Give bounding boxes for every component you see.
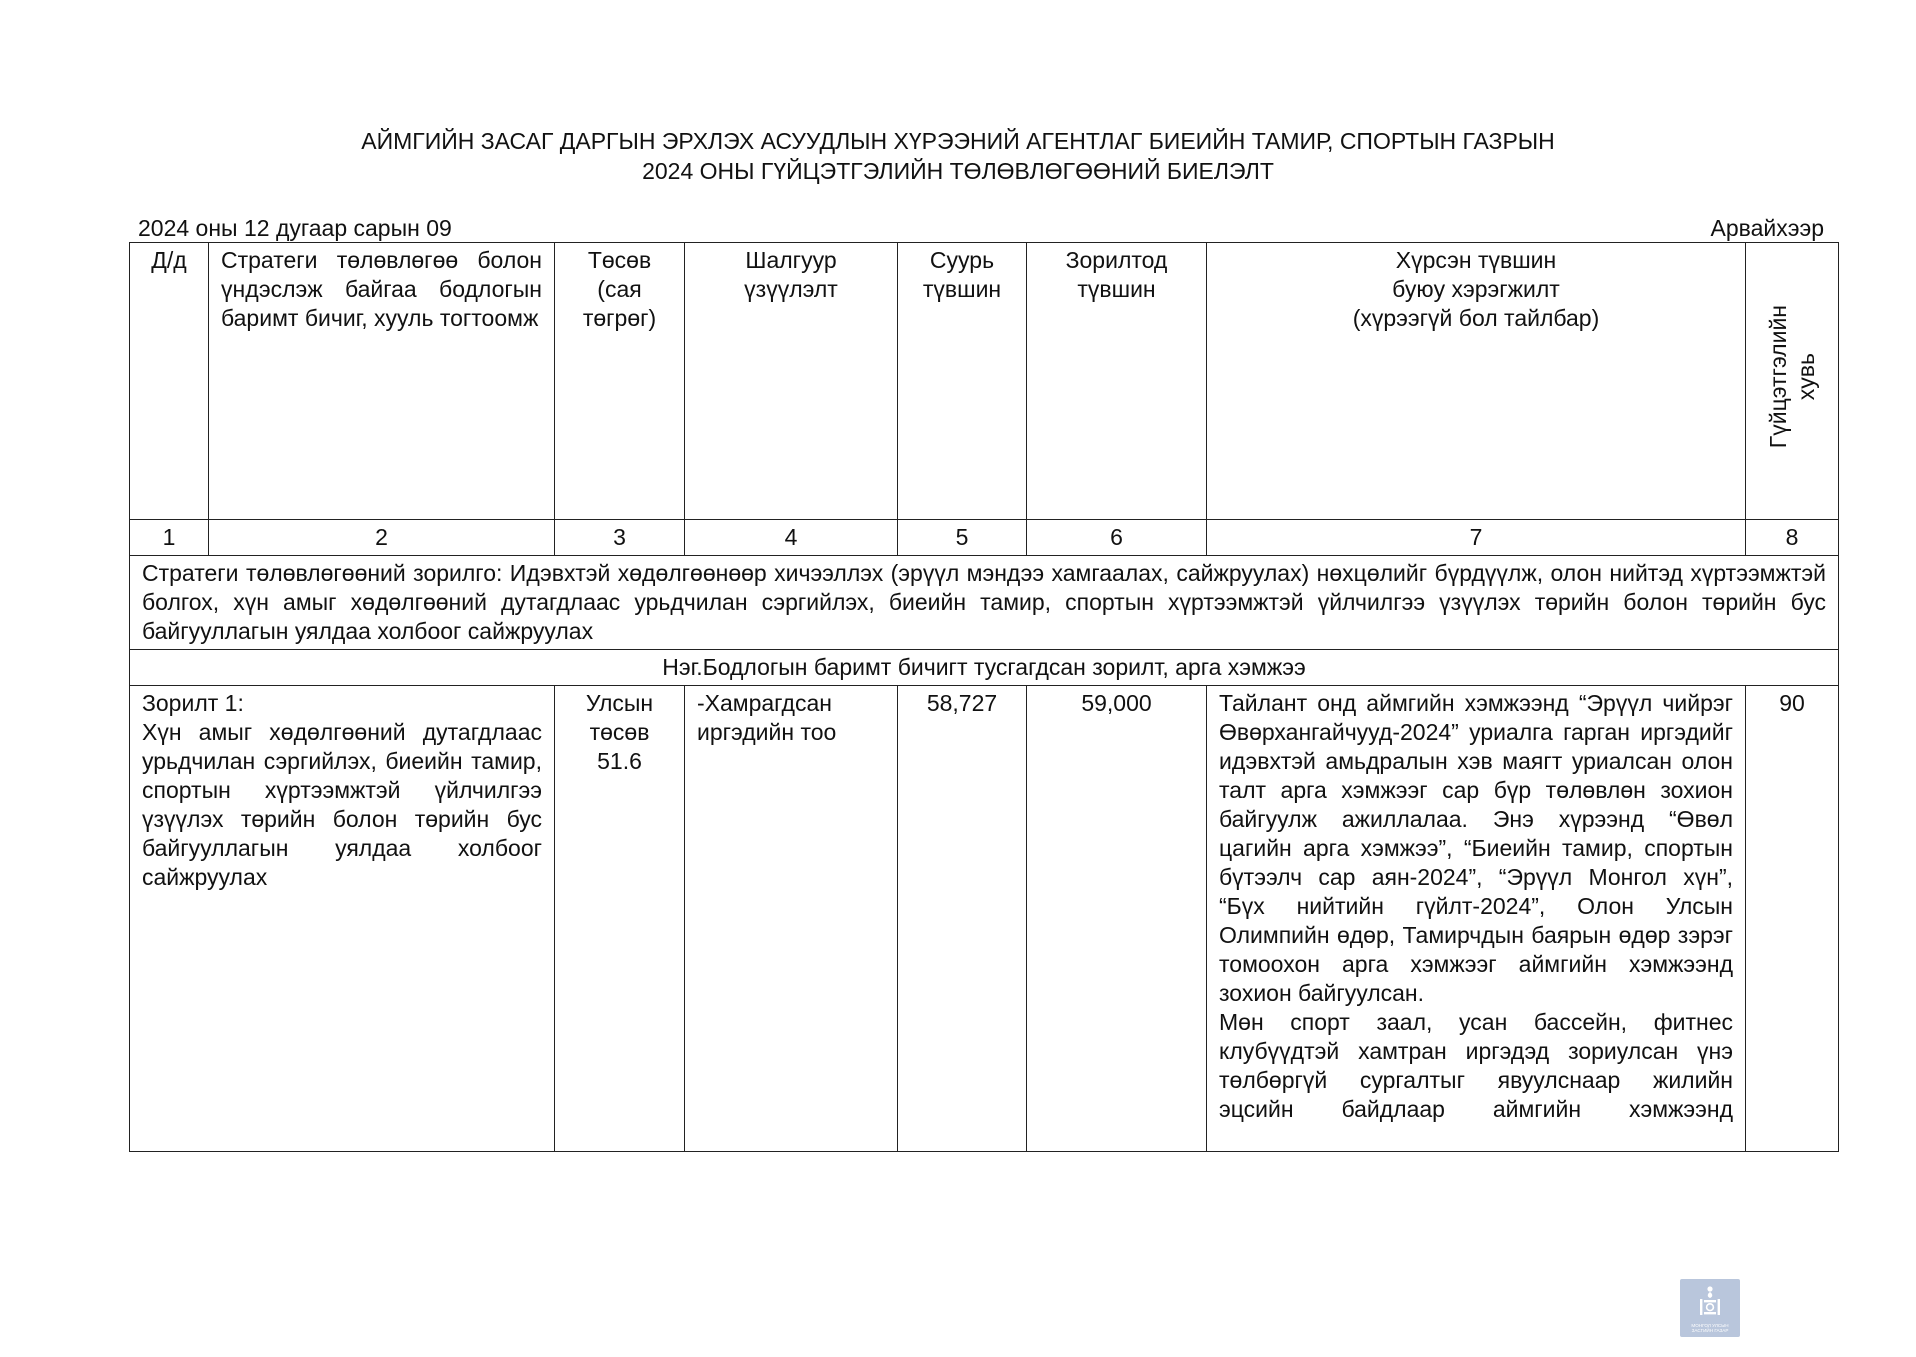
emblem-caption: МОНГОЛ УЛСЫН ЗАСГИЙН ГАЗАР xyxy=(1691,1323,1729,1333)
achievement-cell xyxy=(1207,686,1746,1152)
header-row-number: Д/д xyxy=(130,243,209,520)
column-number: 3 xyxy=(555,520,685,556)
objective-text: Хүн амыг хөдөлгөөний дутагдлаас урьдчилан сэргийлэх, биеийн тамир, спортын хүртээмжтэй үйлчилгээ үзүүлэх төрийн болон төрийн бус байгууллагын уялдаа холбоог сайжруулах xyxy=(142,719,542,890)
document-title-line-1: АЙМГИЙН ЗАСАГ ДАРГЫН ЭРХЛЭХ АСУУДЛЫН ХҮРЭЭНИЙ АГЕНТЛАГ БИЕИЙН ТАМИР, СПОРТЫН ГАЗРЫН xyxy=(361,128,1555,154)
column-number: 6 xyxy=(1027,520,1207,556)
objective-cell xyxy=(130,686,555,1152)
header-strategy-plan: Стратеги төлөвлөгөө болон үндэслэж байгаа бодлогын баримт бичиг, хууль тогтоомж xyxy=(209,243,555,520)
column-number: 7 xyxy=(1207,520,1746,556)
header-performance-percent-cell xyxy=(1746,243,1839,520)
target-cell: 59,000 xyxy=(1027,686,1207,1152)
indicator-cell: -Хамрагдсан иргэдийн тоо xyxy=(685,686,898,1152)
performance-percent-cell: 90 xyxy=(1746,686,1839,1152)
document-title xyxy=(0,126,1916,186)
header-target: Зорилтод түвшин xyxy=(1027,243,1207,520)
column-number-row xyxy=(130,520,1839,556)
column-number: 1 xyxy=(130,520,209,556)
header-budget: Төсөв (сая төгрөг) xyxy=(555,243,685,520)
achievement-paragraph-2: Мөн спорт заал, усан бассейн, фитнес клубүүдтэй хамтран иргэдэд зориулсан үнэ төлбөргүй сургалтыг явуулснаар жилийн эцсийн байдлаар аймгийн хэмжээнд xyxy=(1219,1009,1733,1122)
table-row xyxy=(130,686,1839,1152)
baseline-cell: 58,727 xyxy=(898,686,1027,1152)
header-achievement: Хүрсэн түвшин буюу хэрэгжилт (хүрээгүй бол тайлбар) xyxy=(1207,243,1746,520)
document-place: Арвайхээр xyxy=(1710,215,1824,241)
header-performance-percent: Гүйцэтгэлийн хувь xyxy=(1765,305,1819,449)
column-number: 4 xyxy=(685,520,898,556)
column-number: 5 xyxy=(898,520,1027,556)
table-header-row xyxy=(130,243,1839,520)
strategy-goal-text: Стратеги төлөвлөгөөний зорилго: Идэвхтэй хөдөлгөөнөөр хичээллэх (эрүүл мэндээ хамгаалах, сайжруулах) нөхцөлийг бүрдүүлж, олон нийтэд хүртээмжтэй болгох, хүн амыг хөдөлгөөний дутагдлаас урьдчилан сэргийлэх, биеийн тамир, спортын хүртээмжтэй үйлчилгээ үзүүлэх төрийн болон төрийн бус байгууллагын уялдаа холбоог сайжруулах xyxy=(130,556,1839,650)
strategy-goal-row xyxy=(130,556,1839,650)
header-indicator: Шалгуур үзүүлэлт xyxy=(685,243,898,520)
document-date: 2024 оны 12 дугаар сарын 09 xyxy=(138,215,452,241)
achievement-paragraph-1: Тайлант онд аймгийн хэмжээнд “Эрүүл чийрэг Өвөрхангайчууд-2024” уриалга гарган иргэдийг идэвхтэй амьдралын хэв маягт уриалсан олон талт арга хэмжээг сар бүр төлөвлөн зохион байгуулж ажиллалаа. Энэ хүрээнд “Өвөл цагийн арга хэмжээ”, “Биеийн тамир, спортын бүтээлч сар аян-2024”, “Эрүүл Монгол хүн”, “Бүх нийтийн гүйлт-2024”, Олон Улсын Олимпийн өдөр, Тамирчдын баярын өдөр зэрэг томоохон арга хэмжээг аймгийн хэмжээнд зохион байгуулсан. xyxy=(1219,690,1733,1006)
budget-cell: Улсын төсөв 51.6 xyxy=(555,686,685,1152)
document-title-line-2: 2024 ОНЫ ГҮЙЦЭТГЭЛИЙН ТӨЛӨВЛӨГӨӨНИЙ БИЕЛЭЛТ xyxy=(642,158,1274,184)
section-row xyxy=(130,650,1839,686)
section-title: Нэг.Бодлогын баримт бичигт тусгагдсан зорилт, арга хэмжээ xyxy=(130,650,1839,686)
objective-title: Зорилт 1: xyxy=(142,690,244,716)
column-number: 2 xyxy=(209,520,555,556)
column-number: 8 xyxy=(1746,520,1839,556)
government-emblem-logo xyxy=(1680,1279,1740,1337)
performance-plan-table xyxy=(129,242,1839,1152)
header-baseline: Суурь түвшин xyxy=(898,243,1027,520)
document-meta-row xyxy=(136,214,1824,242)
soyombo-icon xyxy=(1695,1285,1725,1317)
